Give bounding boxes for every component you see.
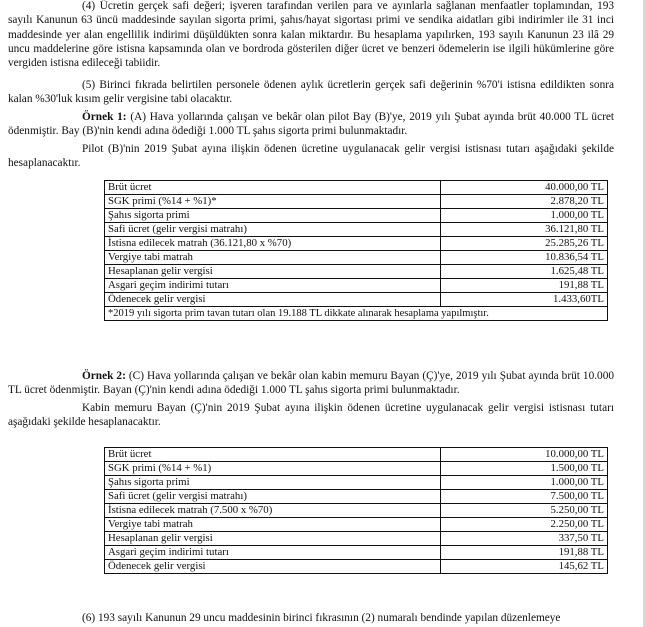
row-value: 145,62 TL — [441, 560, 608, 574]
table-row — [105, 518, 608, 532]
row-label: Vergiye tabi matrah — [105, 251, 441, 265]
table-row — [105, 265, 608, 279]
table-row — [105, 490, 608, 504]
example-1-text — [8, 110, 614, 139]
example-1-intro-text: Pilot (B)'nin 2019 Şubat ayına ilişkin ödenen ücretine uygulanacak gelir vergisi istisnası tutarı aşağıdaki şekilde hesaplanacaktır. — [8, 143, 614, 170]
row-label: Şahıs sigorta primi — [105, 209, 441, 223]
row-value: 191,88 TL — [441, 546, 608, 560]
example-1-label: Örnek 1: — [82, 111, 127, 123]
table-footnote: *2019 yılı sigorta prim tavan tutarı olan 19.188 TL dikkate alınarak hesaplama yapılmıştır. — [105, 307, 608, 321]
paragraph-6-cut — [8, 611, 614, 627]
example-2-table — [104, 447, 608, 574]
example-1-intro — [8, 142, 614, 171]
example-2-intro-text: Kabin memuru Bayan (Ç)'nin 2019 Şubat ayına ilişkin ödenen ücretine uygulanacak gelir vergisi istisnası tutarı aşağıdaki şekilde hesaplanacaktır. — [8, 402, 614, 429]
row-value: 2.250,00 TL — [441, 518, 608, 532]
table-row — [105, 560, 608, 574]
row-label: Ödenecek gelir vergisi — [105, 560, 441, 574]
table-row — [105, 532, 608, 546]
example-1-body: (A) Hava yollarında çalışan ve bekâr olan pilot Bay (B)'ye, 2019 yılı Şubat ayında brüt 40.000 TL ücret ödenmiştir. Bay (B)'nin kendi adına ödediği 1.000 TL şahıs sigorta primi bulunmaktadır. — [8, 111, 615, 138]
row-value: 1.433,60TL — [441, 293, 608, 307]
row-value: 7.500,00 TL — [441, 490, 608, 504]
row-value: 36.121,80 TL — [441, 223, 608, 237]
row-value: 2.878,20 TL — [441, 195, 608, 209]
row-label: Brüt ücret — [105, 448, 441, 462]
row-label: SGK primi (%14 + %1) — [105, 462, 441, 476]
row-label: İstisna edilecek matrah (7.500 x %70) — [105, 504, 441, 518]
row-value: 10.836,54 TL — [441, 251, 608, 265]
row-value: 1.000,00 TL — [441, 209, 608, 223]
example-1-table — [104, 180, 608, 321]
row-value: 337,50 TL — [441, 532, 608, 546]
row-value: 191,88 TL — [441, 279, 608, 293]
table-row — [105, 504, 608, 518]
row-label: Ödenecek gelir vergisi — [105, 293, 441, 307]
row-value: 10.000,00 TL — [441, 448, 608, 462]
row-label: Hesaplanan gelir vergisi — [105, 265, 441, 279]
paragraph-5 — [8, 78, 614, 107]
table-row — [105, 293, 608, 307]
row-label: Vergiye tabi matrah — [105, 518, 441, 532]
row-label: Şahıs sigorta primi — [105, 476, 441, 490]
table-row — [105, 476, 608, 490]
paragraph-4-line1: (4) Ücretin gerçek safi değeri; işveren tarafından verilen para ve ayınlarla sağlanan menfaatler toplamından, — [82, 0, 593, 12]
paragraph-4-text: 193 sayılı Kanunun 63 üncü maddesinde sayılan sigorta primi, şahıs/hayat sigortası primi ve sendika aidatları gibi indirimler ile 31 inci maddesinde yer alan engellilik indirimi düşüldükten sonra kalan miktardır. Bu hesaplama yapılırken, 193 sayılı Kanunun 23 ilâ 29 uncu maddelerine göre istisna kapsamında olan ve bordroda gösterilen diğer ücret ve benzeri ödemelerin ise ilgili hükümlerine göre vergiden istisna edileceği tabiidir. — [8, 0, 615, 70]
row-label: Safi ücret (gelir vergisi matrahı) — [105, 490, 441, 504]
row-label: Safi ücret (gelir vergisi matrahı) — [105, 223, 441, 237]
row-value: 1.625,48 TL — [441, 265, 608, 279]
row-value: 40.000,00 TL — [441, 181, 608, 195]
example-2-label: Örnek 2: — [82, 370, 126, 382]
paragraph-5-text: (5) Birinci fıkrada belirtilen personele ödenen aylık ücretlerin gerçek safi değerinin %70'i istisna edildikten sonra kalan %30'luk kısım gelir vergisine tabi olacaktır. — [8, 79, 614, 106]
paragraph-6-text: (6) 193 sayılı Kanunun 29 uncu maddesinin birinci fıkrasının (2) numaralı bendinde yapılan düzenlemeye — [82, 612, 561, 624]
table-row — [105, 546, 608, 560]
table-row — [105, 181, 608, 195]
table-row — [105, 237, 608, 251]
row-label: Asgari geçim indirimi tutarı — [105, 279, 441, 293]
table-row — [105, 251, 608, 265]
row-value: 1.000,00 TL — [441, 476, 608, 490]
example-2-text — [8, 369, 614, 398]
row-label: Asgari geçim indirimi tutarı — [105, 546, 441, 560]
row-label: Hesaplanan gelir vergisi — [105, 532, 441, 546]
table-row — [105, 448, 608, 462]
row-value: 25.285,26 TL — [441, 237, 608, 251]
table-row — [105, 223, 608, 237]
row-label: İstisna edilecek matrah (36.121,80 x %70) — [105, 237, 441, 251]
table-row — [105, 209, 608, 223]
example-2-intro — [8, 401, 614, 430]
row-value: 1.500,00 TL — [441, 462, 608, 476]
paragraph-4 — [8, 0, 614, 70]
table-row — [105, 279, 608, 293]
table-row — [105, 195, 608, 209]
table-note-row — [105, 307, 608, 321]
row-label: SGK primi (%14 + %1)* — [105, 195, 441, 209]
row-label: Brüt ücret — [105, 181, 441, 195]
row-value: 5.250,00 TL — [441, 504, 608, 518]
table-row — [105, 462, 608, 476]
example-2-body: (C) Hava yollarında çalışan ve bekâr olan kabin memuru Bayan (Ç)'ye, 2019 yılı Şubat ayında brüt 10.000 TL ücret ödenmiştir. Bayan (Ç)'nin kendi adına ödediği 1.000 TL şahıs sigorta primi bulunmaktadır. — [8, 370, 614, 397]
